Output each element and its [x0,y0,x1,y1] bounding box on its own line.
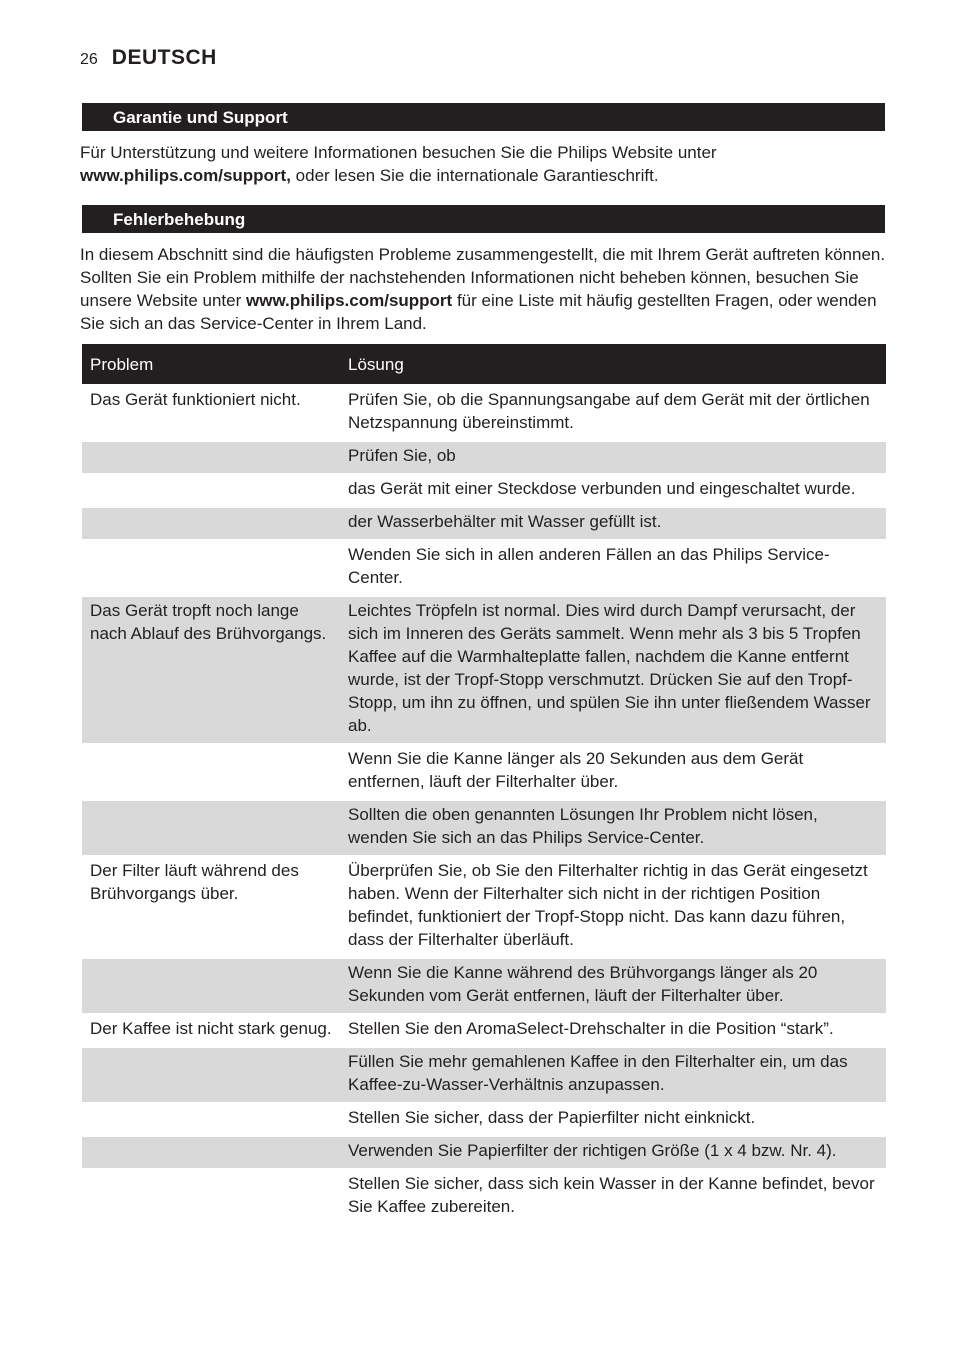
problem-cell [82,1137,340,1168]
solution-cell: Überprüfen Sie, ob Sie den Filterhalter richtig in das Gerät eingesetzt haben. Wenn der Filterhalter sich nicht in der richtigen Position befindet, funktioniert der Tropf-Stopp nicht. Das kann dazu führen, dass der Filterhalter überläuft. [348,861,868,949]
problem-cell [82,1104,340,1135]
problem-cell [82,475,340,506]
solution-cell: Füllen Sie mehr gemahlenen Kaffee in den Filterhalter ein, um das Kaffee-zu-Wasser-Verhältnis anzupassen. [340,1048,886,1102]
support-link-2[interactable]: www.philips.com/support [246,291,453,310]
warranty-text-1: Für Unterstützung und weitere Informationen besuchen Sie die Philips Website unter [80,143,717,162]
problem-cell [82,442,340,473]
problem-cell [82,1048,340,1102]
header-solution: Lösung [340,344,886,384]
table-row [82,475,886,506]
table-row [82,1048,886,1102]
table-row [82,386,886,440]
section-heading-troubleshooting: Fehlerbehebung [82,205,885,233]
problem-cell: Das Gerät funktioniert nicht. [90,390,301,409]
solution-cell: der Wasserbehälter mit Wasser gefüllt ist. [340,508,886,539]
table-row [82,745,886,799]
troubleshooting-table [82,342,886,1226]
solution-cell: Sollten die oben genannten Lösungen Ihr Problem nicht lösen, wenden Sie sich an das Philips Service-Center. [340,801,886,855]
solution-cell: Prüfen Sie, ob [340,442,886,473]
section-heading-warranty: Garantie und Support [82,103,885,131]
solution-cell: Stellen Sie sicher, dass sich kein Wasser in der Kanne befindet, bevor Sie Kaffee zubereiten. [348,1174,875,1216]
support-link[interactable]: www.philips.com/support, [80,166,291,185]
intro-text-2: für eine Liste mit häufig gestellten Fragen, oder wenden Sie sich an das Service-Center in Ihrem Land. [80,291,877,333]
solution-cell: das Gerät mit einer Steckdose verbunden und eingeschaltet wurde. [348,479,856,498]
page-header [80,46,217,70]
warranty-paragraph [80,141,890,187]
problem-cell [82,959,340,1013]
table-row [82,1137,886,1168]
page-number: 26 [80,51,98,68]
intro-text-1: In diesem Abschnitt sind die häufigsten Probleme zusammengestellt, die mit Ihrem Gerät auftreten können. Sollten Sie ein Problem mithilfe der nachstehenden Informationen nicht beheben können, besuchen Sie unsere Website unter [80,245,886,310]
warranty-text-2: oder lesen Sie die internationale Garantieschrift. [290,166,659,185]
table-row [82,442,886,473]
table-row [82,508,886,539]
header-problem: Problem [82,344,340,384]
table-header-row [82,344,886,384]
solution-cell: Prüfen Sie, ob die Spannungsangabe auf dem Gerät mit der örtlichen Netzspannung übereinstimmt. [348,390,870,432]
solution-cell: Leichtes Tröpfeln ist normal. Dies wird durch Dampf verursacht, der sich im Inneren des Geräts sammelt. Wenn mehr als 3 bis 5 Tropfen Kaffee auf die Warmhalteplatte fallen, nachdem die Kanne entfernt wurde, ist der Tropf-Stopp verschmutzt. Drücken Sie auf den Tropf-Stopp, um ihn zu öffnen, und spülen Sie ihn unter fließendem Wasser ab. [340,597,886,743]
problem-cell [82,745,340,799]
solution-cell: Verwenden Sie Papierfilter der richtigen Größe (1 x 4 bzw. Nr. 4). [340,1137,886,1168]
table-row [82,1104,886,1135]
solution-cell: Stellen Sie sicher, dass der Papierfilter nicht einknickt. [348,1108,756,1127]
table-row [82,1015,886,1046]
table-row [82,597,886,743]
table-row [82,801,886,855]
problem-cell [82,801,340,855]
table-row [82,1170,886,1224]
solution-cell: Stellen Sie den AromaSelect-Drehschalter in die Position “stark”. [348,1019,834,1038]
problem-cell: Der Kaffee ist nicht stark genug. [90,1019,332,1038]
troubleshooting-intro [80,243,890,335]
table-row [82,857,886,957]
table-row [82,541,886,595]
page-language-title: DEUTSCH [111,46,217,69]
solution-cell: Wenn Sie die Kanne länger als 20 Sekunden aus dem Gerät entfernen, läuft der Filterhalter über. [348,749,804,791]
problem-cell: Das Gerät tropft noch lange nach Ablauf des Brühvorgangs. [82,597,340,743]
problem-cell [82,1170,340,1224]
problem-cell [82,541,340,595]
solution-cell: Wenn Sie die Kanne während des Brühvorgangs länger als 20 Sekunden vom Gerät entfernen, läuft der Filterhalter über. [340,959,886,1013]
problem-cell [82,508,340,539]
table-row [82,959,886,1013]
problem-cell: Der Filter läuft während des Brühvorgangs über. [90,861,299,903]
solution-cell: Wenden Sie sich in allen anderen Fällen an das Philips Service-Center. [348,545,830,587]
